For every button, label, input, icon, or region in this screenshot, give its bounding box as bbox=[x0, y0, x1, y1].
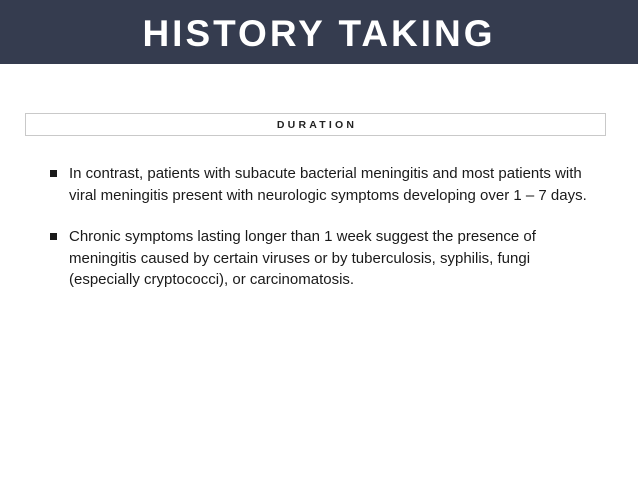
title-bar bbox=[0, 0, 638, 64]
bullet-list bbox=[48, 163, 588, 311]
section-label: DURATION bbox=[276, 118, 358, 131]
bullet-item bbox=[48, 163, 588, 206]
square-bullet-icon bbox=[50, 170, 57, 177]
bullet-text: In contrast, patients with subacute bacterial meningitis and most patients with viral meningitis present with neurologic symptoms developing over 1 – 7 days. bbox=[69, 165, 587, 204]
section-header-box bbox=[25, 113, 606, 136]
bullet-text: Chronic symptoms lasting longer than 1 week suggest the presence of meningitis caused by certain viruses or by tuberculosis, syphilis, fungi (especially cryptococci), or carcinomatosis. bbox=[69, 228, 536, 288]
slide-title: HISTORY TAKING bbox=[142, 12, 496, 54]
bullet-item bbox=[48, 226, 588, 291]
square-bullet-icon bbox=[50, 233, 57, 240]
